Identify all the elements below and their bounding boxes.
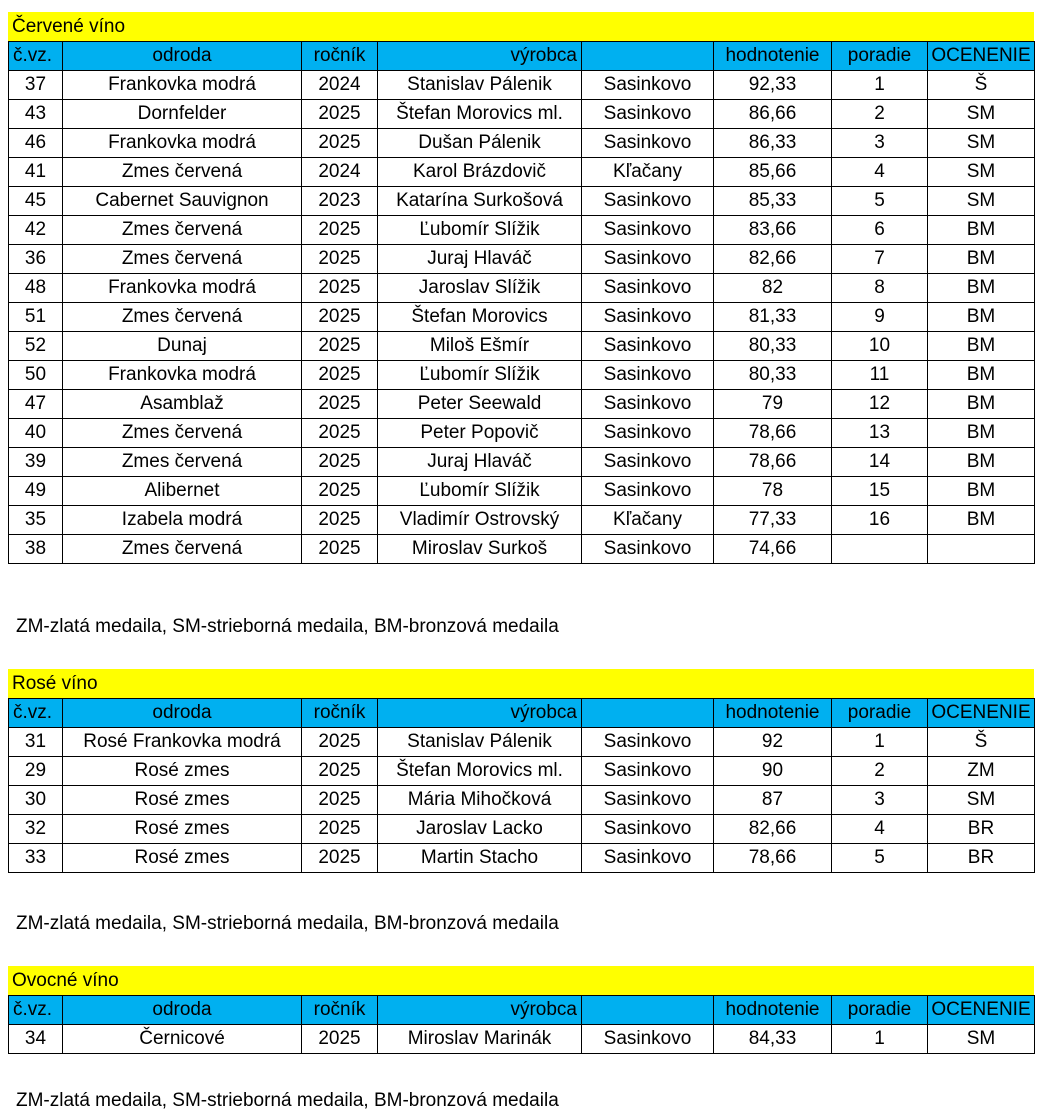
cell-year: 2025 bbox=[302, 216, 378, 245]
cell-variety: Rosé zmes bbox=[63, 786, 302, 815]
cell-award: BR bbox=[928, 844, 1035, 873]
column-header-award: OCENENIE bbox=[928, 42, 1035, 71]
table-row bbox=[9, 158, 1035, 187]
cell-num: 42 bbox=[9, 216, 63, 245]
table-header-row bbox=[9, 42, 1035, 71]
cell-award: BM bbox=[928, 390, 1035, 419]
cell-score: 78,66 bbox=[714, 419, 832, 448]
cell-score: 85,66 bbox=[714, 158, 832, 187]
cell-producer: Miroslav Marinák bbox=[378, 1025, 582, 1054]
cell-variety: Dornfelder bbox=[63, 100, 302, 129]
cell-variety: Rosé Frankovka modrá bbox=[63, 728, 302, 757]
cell-year: 2025 bbox=[302, 274, 378, 303]
cell-score: 83,66 bbox=[714, 216, 832, 245]
cell-award bbox=[928, 535, 1035, 564]
cell-producer: Katarína Surkošová bbox=[378, 187, 582, 216]
cell-year: 2025 bbox=[302, 100, 378, 129]
cell-score: 77,33 bbox=[714, 506, 832, 535]
table-row bbox=[9, 448, 1035, 477]
table-header-row bbox=[9, 699, 1035, 728]
cell-village: Sasinkovo bbox=[582, 245, 714, 274]
section-fruit-wine bbox=[8, 966, 1034, 1054]
cell-num: 47 bbox=[9, 390, 63, 419]
column-header-year: ročník bbox=[302, 699, 378, 728]
cell-award: BM bbox=[928, 506, 1035, 535]
cell-award: SM bbox=[928, 129, 1035, 158]
cell-rank: 3 bbox=[832, 786, 928, 815]
column-header-village bbox=[582, 699, 714, 728]
cell-num: 52 bbox=[9, 332, 63, 361]
cell-score: 86,66 bbox=[714, 100, 832, 129]
cell-year: 2025 bbox=[302, 361, 378, 390]
cell-award: BM bbox=[928, 448, 1035, 477]
column-header-score: hodnotenie bbox=[714, 42, 832, 71]
cell-variety: Rosé zmes bbox=[63, 844, 302, 873]
cell-producer: Dušan Pálenik bbox=[378, 129, 582, 158]
column-header-year: ročník bbox=[302, 42, 378, 71]
cell-producer: Štefan Morovics bbox=[378, 303, 582, 332]
table-row bbox=[9, 129, 1035, 158]
cell-award: Š bbox=[928, 71, 1035, 100]
cell-score: 82,66 bbox=[714, 815, 832, 844]
cell-score: 79 bbox=[714, 390, 832, 419]
cell-variety: Cabernet Sauvignon bbox=[63, 187, 302, 216]
cell-village: Sasinkovo bbox=[582, 844, 714, 873]
column-header-rank: poradie bbox=[832, 42, 928, 71]
table-row bbox=[9, 477, 1035, 506]
cell-num: 35 bbox=[9, 506, 63, 535]
cell-village: Sasinkovo bbox=[582, 1025, 714, 1054]
column-header-year: ročník bbox=[302, 996, 378, 1025]
cell-num: 46 bbox=[9, 129, 63, 158]
cell-rank: 8 bbox=[832, 274, 928, 303]
cell-producer: Ľubomír Slížik bbox=[378, 216, 582, 245]
cell-num: 31 bbox=[9, 728, 63, 757]
cell-num: 33 bbox=[9, 844, 63, 873]
cell-producer: Martin Stacho bbox=[378, 844, 582, 873]
cell-num: 50 bbox=[9, 361, 63, 390]
cell-num: 38 bbox=[9, 535, 63, 564]
table-row bbox=[9, 535, 1035, 564]
table-row bbox=[9, 390, 1035, 419]
cell-village: Sasinkovo bbox=[582, 71, 714, 100]
cell-num: 32 bbox=[9, 815, 63, 844]
table-row bbox=[9, 506, 1035, 535]
cell-year: 2025 bbox=[302, 245, 378, 274]
table-row bbox=[9, 187, 1035, 216]
cell-rank: 2 bbox=[832, 757, 928, 786]
column-header-rank: poradie bbox=[832, 699, 928, 728]
cell-rank: 7 bbox=[832, 245, 928, 274]
cell-score: 82,66 bbox=[714, 245, 832, 274]
cell-rank bbox=[832, 535, 928, 564]
cell-award: BM bbox=[928, 419, 1035, 448]
cell-score: 84,33 bbox=[714, 1025, 832, 1054]
cell-score: 92 bbox=[714, 728, 832, 757]
cell-rank: 16 bbox=[832, 506, 928, 535]
cell-num: 40 bbox=[9, 419, 63, 448]
cell-award: SM bbox=[928, 786, 1035, 815]
cell-num: 49 bbox=[9, 477, 63, 506]
column-header-producer: výrobca bbox=[378, 996, 582, 1025]
column-header-producer: výrobca bbox=[378, 42, 582, 71]
cell-year: 2025 bbox=[302, 390, 378, 419]
cell-variety: Rosé zmes bbox=[63, 815, 302, 844]
column-header-score: hodnotenie bbox=[714, 699, 832, 728]
cell-village: Sasinkovo bbox=[582, 187, 714, 216]
cell-village: Sasinkovo bbox=[582, 448, 714, 477]
section-title: Červené víno bbox=[8, 12, 1034, 41]
cell-village: Sasinkovo bbox=[582, 419, 714, 448]
cell-village: Sasinkovo bbox=[582, 477, 714, 506]
cell-num: 48 bbox=[9, 274, 63, 303]
cell-producer: Peter Seewald bbox=[378, 390, 582, 419]
cell-score: 92,33 bbox=[714, 71, 832, 100]
cell-year: 2023 bbox=[302, 187, 378, 216]
cell-producer: Peter Popovič bbox=[378, 419, 582, 448]
column-header-num: č.vz. bbox=[9, 699, 63, 728]
column-header-num: č.vz. bbox=[9, 996, 63, 1025]
cell-award: BM bbox=[928, 216, 1035, 245]
cell-score: 81,33 bbox=[714, 303, 832, 332]
table-row bbox=[9, 728, 1035, 757]
cell-rank: 4 bbox=[832, 158, 928, 187]
cell-rank: 11 bbox=[832, 361, 928, 390]
cell-village: Sasinkovo bbox=[582, 303, 714, 332]
cell-num: 37 bbox=[9, 71, 63, 100]
cell-year: 2025 bbox=[302, 448, 378, 477]
table-row bbox=[9, 1025, 1035, 1054]
cell-variety: Zmes červená bbox=[63, 419, 302, 448]
cell-variety: Asamblaž bbox=[63, 390, 302, 419]
cell-award: SM bbox=[928, 158, 1035, 187]
cell-num: 41 bbox=[9, 158, 63, 187]
cell-village: Sasinkovo bbox=[582, 728, 714, 757]
column-header-village bbox=[582, 42, 714, 71]
cell-rank: 15 bbox=[832, 477, 928, 506]
cell-rank: 1 bbox=[832, 728, 928, 757]
cell-num: 39 bbox=[9, 448, 63, 477]
cell-score: 78 bbox=[714, 477, 832, 506]
cell-village: Kľačany bbox=[582, 506, 714, 535]
cell-variety: Zmes červená bbox=[63, 245, 302, 274]
cell-num: 51 bbox=[9, 303, 63, 332]
cell-producer: Miloš Ešmír bbox=[378, 332, 582, 361]
cell-variety: Zmes červená bbox=[63, 535, 302, 564]
cell-variety: Frankovka modrá bbox=[63, 71, 302, 100]
cell-producer: Mária Mihočková bbox=[378, 786, 582, 815]
cell-village: Sasinkovo bbox=[582, 129, 714, 158]
table-row bbox=[9, 786, 1035, 815]
table-row bbox=[9, 361, 1035, 390]
cell-producer: Štefan Morovics ml. bbox=[378, 100, 582, 129]
cell-producer: Juraj Hlaváč bbox=[378, 448, 582, 477]
cell-score: 74,66 bbox=[714, 535, 832, 564]
cell-award: ZM bbox=[928, 757, 1035, 786]
results-table bbox=[8, 995, 1035, 1054]
column-header-rank: poradie bbox=[832, 996, 928, 1025]
cell-rank: 5 bbox=[832, 187, 928, 216]
cell-num: 29 bbox=[9, 757, 63, 786]
cell-village: Sasinkovo bbox=[582, 274, 714, 303]
cell-score: 90 bbox=[714, 757, 832, 786]
cell-village: Kľačany bbox=[582, 158, 714, 187]
cell-rank: 2 bbox=[832, 100, 928, 129]
cell-producer: Jaroslav Lacko bbox=[378, 815, 582, 844]
cell-variety: Rosé zmes bbox=[63, 757, 302, 786]
section-rose-wine bbox=[8, 669, 1034, 873]
cell-rank: 1 bbox=[832, 71, 928, 100]
cell-producer: Vladimír Ostrovský bbox=[378, 506, 582, 535]
cell-producer: Stanislav Pálenik bbox=[378, 728, 582, 757]
cell-award: BR bbox=[928, 815, 1035, 844]
cell-rank: 4 bbox=[832, 815, 928, 844]
cell-village: Sasinkovo bbox=[582, 815, 714, 844]
table-row bbox=[9, 245, 1035, 274]
results-table bbox=[8, 698, 1035, 873]
cell-rank: 3 bbox=[832, 129, 928, 158]
cell-year: 2025 bbox=[302, 786, 378, 815]
cell-num: 45 bbox=[9, 187, 63, 216]
legend-note: ZM-zlatá medaila, SM-strieborná medaila, BM-bronzová medaila bbox=[16, 1090, 559, 1111]
cell-year: 2025 bbox=[302, 757, 378, 786]
cell-variety: Černicové bbox=[63, 1025, 302, 1054]
cell-year: 2025 bbox=[302, 332, 378, 361]
table-row bbox=[9, 844, 1035, 873]
cell-year: 2025 bbox=[302, 815, 378, 844]
cell-village: Sasinkovo bbox=[582, 390, 714, 419]
cell-year: 2025 bbox=[302, 506, 378, 535]
cell-village: Sasinkovo bbox=[582, 332, 714, 361]
cell-award: BM bbox=[928, 245, 1035, 274]
cell-variety: Zmes červená bbox=[63, 303, 302, 332]
column-header-village bbox=[582, 996, 714, 1025]
column-header-variety: odroda bbox=[63, 996, 302, 1025]
cell-score: 78,66 bbox=[714, 844, 832, 873]
cell-producer: Štefan Morovics ml. bbox=[378, 757, 582, 786]
cell-year: 2025 bbox=[302, 844, 378, 873]
cell-award: BM bbox=[928, 361, 1035, 390]
cell-producer: Karol Brázdovič bbox=[378, 158, 582, 187]
cell-variety: Zmes červená bbox=[63, 158, 302, 187]
cell-year: 2025 bbox=[302, 303, 378, 332]
cell-year: 2025 bbox=[302, 728, 378, 757]
column-header-award: OCENENIE bbox=[928, 699, 1035, 728]
cell-score: 80,33 bbox=[714, 361, 832, 390]
cell-variety: Frankovka modrá bbox=[63, 274, 302, 303]
legend-note: ZM-zlatá medaila, SM-strieborná medaila, BM-bronzová medaila bbox=[16, 616, 559, 637]
table-row bbox=[9, 757, 1035, 786]
cell-variety: Zmes červená bbox=[63, 448, 302, 477]
table-row bbox=[9, 332, 1035, 361]
cell-num: 34 bbox=[9, 1025, 63, 1054]
cell-award: SM bbox=[928, 187, 1035, 216]
cell-variety: Dunaj bbox=[63, 332, 302, 361]
cell-score: 82 bbox=[714, 274, 832, 303]
cell-rank: 1 bbox=[832, 1025, 928, 1054]
column-header-variety: odroda bbox=[63, 42, 302, 71]
cell-variety: Frankovka modrá bbox=[63, 129, 302, 158]
cell-year: 2025 bbox=[302, 477, 378, 506]
cell-village: Sasinkovo bbox=[582, 361, 714, 390]
cell-num: 30 bbox=[9, 786, 63, 815]
cell-score: 87 bbox=[714, 786, 832, 815]
cell-award: BM bbox=[928, 274, 1035, 303]
cell-award: BM bbox=[928, 477, 1035, 506]
cell-village: Sasinkovo bbox=[582, 216, 714, 245]
cell-village: Sasinkovo bbox=[582, 786, 714, 815]
table-row bbox=[9, 419, 1035, 448]
cell-rank: 6 bbox=[832, 216, 928, 245]
cell-award: SM bbox=[928, 1025, 1035, 1054]
table-row bbox=[9, 100, 1035, 129]
cell-producer: Stanislav Pálenik bbox=[378, 71, 582, 100]
cell-rank: 13 bbox=[832, 419, 928, 448]
column-header-award: OCENENIE bbox=[928, 996, 1035, 1025]
section-title: Rosé víno bbox=[8, 669, 1034, 698]
table-row bbox=[9, 303, 1035, 332]
table-header-row bbox=[9, 996, 1035, 1025]
cell-score: 78,66 bbox=[714, 448, 832, 477]
column-header-variety: odroda bbox=[63, 699, 302, 728]
cell-village: Sasinkovo bbox=[582, 100, 714, 129]
section-red-wine bbox=[8, 12, 1034, 564]
cell-award: Š bbox=[928, 728, 1035, 757]
cell-award: SM bbox=[928, 100, 1035, 129]
cell-num: 43 bbox=[9, 100, 63, 129]
cell-producer: Ľubomír Slížik bbox=[378, 361, 582, 390]
table-row bbox=[9, 815, 1035, 844]
cell-score: 80,33 bbox=[714, 332, 832, 361]
table-row bbox=[9, 216, 1035, 245]
cell-rank: 9 bbox=[832, 303, 928, 332]
cell-year: 2025 bbox=[302, 535, 378, 564]
cell-village: Sasinkovo bbox=[582, 535, 714, 564]
results-table bbox=[8, 41, 1035, 564]
cell-variety: Frankovka modrá bbox=[63, 361, 302, 390]
section-title: Ovocné víno bbox=[8, 966, 1034, 995]
cell-award: BM bbox=[928, 303, 1035, 332]
cell-producer: Ľubomír Slížik bbox=[378, 477, 582, 506]
column-header-score: hodnotenie bbox=[714, 996, 832, 1025]
cell-year: 2025 bbox=[302, 419, 378, 448]
table-row bbox=[9, 274, 1035, 303]
table-row bbox=[9, 71, 1035, 100]
column-header-producer: výrobca bbox=[378, 699, 582, 728]
cell-producer: Juraj Hlaváč bbox=[378, 245, 582, 274]
cell-score: 86,33 bbox=[714, 129, 832, 158]
cell-award: BM bbox=[928, 332, 1035, 361]
cell-score: 85,33 bbox=[714, 187, 832, 216]
cell-producer: Miroslav Surkoš bbox=[378, 535, 582, 564]
cell-variety: Alibernet bbox=[63, 477, 302, 506]
cell-rank: 12 bbox=[832, 390, 928, 419]
column-header-num: č.vz. bbox=[9, 42, 63, 71]
cell-num: 36 bbox=[9, 245, 63, 274]
cell-rank: 10 bbox=[832, 332, 928, 361]
legend-note: ZM-zlatá medaila, SM-strieborná medaila, BM-bronzová medaila bbox=[16, 913, 559, 934]
cell-rank: 5 bbox=[832, 844, 928, 873]
cell-variety: Zmes červená bbox=[63, 216, 302, 245]
cell-village: Sasinkovo bbox=[582, 757, 714, 786]
cell-year: 2025 bbox=[302, 1025, 378, 1054]
cell-year: 2024 bbox=[302, 158, 378, 187]
cell-year: 2024 bbox=[302, 71, 378, 100]
cell-variety: Izabela modrá bbox=[63, 506, 302, 535]
cell-year: 2025 bbox=[302, 129, 378, 158]
cell-producer: Jaroslav Slížik bbox=[378, 274, 582, 303]
cell-rank: 14 bbox=[832, 448, 928, 477]
